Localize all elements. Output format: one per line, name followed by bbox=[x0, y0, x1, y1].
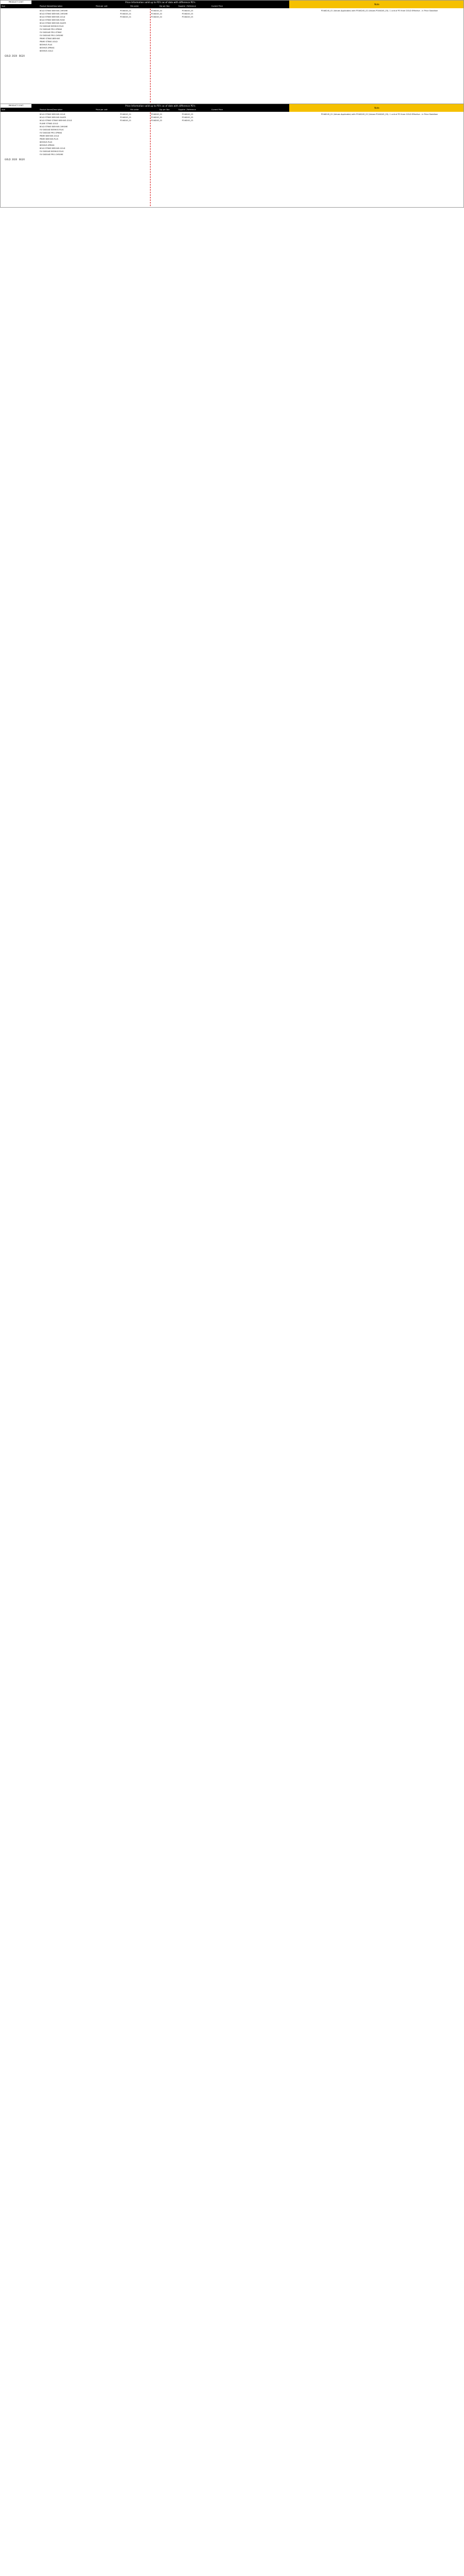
table-row-name: BOLD STRIKE BEEHIVE-GOLD bbox=[40, 16, 65, 18]
table-row-name: FLY DISEASE BEEHIVE-PLUS bbox=[40, 129, 64, 131]
row-group-label: GOLD bbox=[5, 158, 11, 161]
table-cell: PO46245_01 bbox=[120, 120, 131, 122]
table-cell: PO46245_02 bbox=[151, 16, 162, 18]
section-caption: PRODUCT COST bbox=[8, 105, 24, 107]
table-cell: PO46245_02 bbox=[151, 13, 162, 15]
table-row-name: FLY DISEASE PRO-STRIKE bbox=[40, 31, 62, 33]
table-row-name: FLY DISEASE BEEHIVE-PLUS bbox=[40, 25, 64, 27]
table-row-name: PRIME STRIKE-GOLD bbox=[40, 41, 58, 43]
price-section bbox=[0, 0, 464, 104]
column-header: Current Price bbox=[211, 109, 223, 111]
section-note: PO46245_01 (Values Applicable) with PO46245_02 (Values PO46245_03). 1 unit of PO from GOLD Effective - in Price Stabiliser bbox=[321, 10, 438, 12]
table-cell: PO46245_03 bbox=[182, 113, 193, 115]
section-note: PO46245_01 (Values Applicable) with PO46245_02 (Values PO46245_03). 1 unit of PO from GOLD Effective - in Price Stabiliser bbox=[321, 113, 438, 115]
table-row-name: BOLD STRIKE BEEHIVE-SILVER bbox=[40, 116, 66, 118]
table-row-name: BEEHIVE-SPRING bbox=[40, 47, 55, 49]
table-row-name: BEEHIVE-SPRING bbox=[40, 144, 55, 146]
column-header-size: Size bbox=[2, 109, 5, 111]
table-row-name: BEEHIVE-GOLD bbox=[40, 50, 53, 52]
table-cell: PO46245_02 bbox=[151, 120, 162, 122]
table-row-name: BOLD STRIKE BEEHIVE-GOLD bbox=[40, 113, 65, 115]
row-group-label: GOLD bbox=[5, 54, 11, 57]
column-header: Supplier / Reference bbox=[178, 5, 196, 7]
column-header: Min order bbox=[130, 109, 139, 111]
table-row-name: BOLD STRIKE BEEHIVE-ROSE bbox=[40, 19, 65, 21]
section-header bbox=[1, 1, 463, 8]
table-row-name: BEEHIVE-PLUS bbox=[40, 141, 53, 143]
table-row-name: BOLD STRIKE BEEHIVE-CHROME bbox=[40, 126, 68, 128]
table-row-name: BOLD STRIKE BEEHIVE-GOLD bbox=[40, 147, 65, 149]
table-row-name: PLUME STRIKE-GOLD bbox=[40, 123, 58, 125]
table-cell: PO46245_03 bbox=[182, 116, 193, 118]
table-cell: PO46245_03 bbox=[182, 120, 193, 122]
section-title: Price Information valid up to PO's as of date with difference PO's bbox=[31, 104, 289, 108]
document bbox=[0, 0, 464, 208]
table-row-name: PRIME STRIKE-BEEHIVE bbox=[40, 38, 60, 40]
table-cell: PO46245_03 bbox=[182, 13, 193, 15]
row-group-label: BG20 bbox=[19, 54, 25, 57]
table-row-name: BOLD STRIKE BEEHIVE-CHROME bbox=[40, 13, 68, 15]
column-header: Price per unit bbox=[95, 109, 108, 111]
table-cell: PO46245_02 bbox=[151, 10, 162, 12]
table-cell: PO46245_02 bbox=[151, 113, 162, 115]
table-cell: PO46245_01 bbox=[120, 10, 131, 12]
table-row-name: FLY DISEASE PRO-SPRING bbox=[40, 28, 62, 30]
table-row-name: PRIME BEEHIVE-PLUS bbox=[40, 138, 58, 140]
table-row-name: BOLD STRIKE BEEHIVE-CHROME bbox=[40, 10, 68, 12]
note-header: Note bbox=[289, 104, 464, 112]
table-row-name: BEEHIVE-PLUS bbox=[40, 44, 53, 46]
note-header: Note bbox=[289, 1, 464, 8]
column-header: Price per unit bbox=[95, 5, 108, 7]
row-group-label: BG20 bbox=[19, 158, 25, 161]
column-header: Supplier / Reference bbox=[178, 109, 196, 111]
table-row-name: FLY DISEASE BEEHIVE-PLUS bbox=[40, 150, 64, 152]
red-dashed-line bbox=[150, 112, 151, 206]
section-header bbox=[1, 104, 463, 112]
column-header: Min order bbox=[130, 5, 139, 7]
table-row-name: FLY DISEASE PRO-SPRING bbox=[40, 132, 62, 134]
table-row-name: FLY DISEASE PRO-CHROME bbox=[40, 154, 63, 156]
table-cell: PO46245_03 bbox=[182, 16, 193, 18]
section-caption: PRODUCT COST bbox=[8, 1, 24, 3]
column-header-product: Product Name/Description bbox=[40, 109, 63, 111]
column-header: Qty per Box bbox=[159, 5, 170, 7]
table-row-name: FLY DISEASE PRO-CHROME bbox=[40, 35, 63, 37]
table-cell: PO46245_01 bbox=[120, 116, 131, 118]
table-cell: PO46245_03 bbox=[182, 10, 193, 12]
red-dashed-line bbox=[150, 9, 151, 103]
row-group-label: 2020 bbox=[12, 158, 18, 161]
table-row-name: BOLD STRIKE BEEHIVE-SILVER bbox=[40, 22, 66, 24]
table-row-name: PRIME BEEHIVE-GOLD bbox=[40, 135, 59, 137]
column-header-size: Size bbox=[2, 5, 5, 7]
table-cell: PO46245_02 bbox=[151, 116, 162, 118]
table-row-name: BOLD STRIKE STRIKE BEEHIVE-GOLD bbox=[40, 120, 72, 122]
table-cell: PO46245_01 bbox=[120, 13, 131, 15]
table-cell: PO46245_01 bbox=[120, 16, 131, 18]
section-title: Price Information valid up to PO's as of date with difference PO's bbox=[31, 1, 289, 4]
table-cell: PO46245_01 bbox=[120, 113, 131, 115]
price-section bbox=[0, 104, 464, 208]
column-header: Qty per Box bbox=[159, 109, 170, 111]
column-header-product: Product Name/Description bbox=[40, 5, 63, 7]
column-header: Current Price bbox=[211, 5, 223, 7]
row-group-label: 2020 bbox=[12, 54, 18, 57]
